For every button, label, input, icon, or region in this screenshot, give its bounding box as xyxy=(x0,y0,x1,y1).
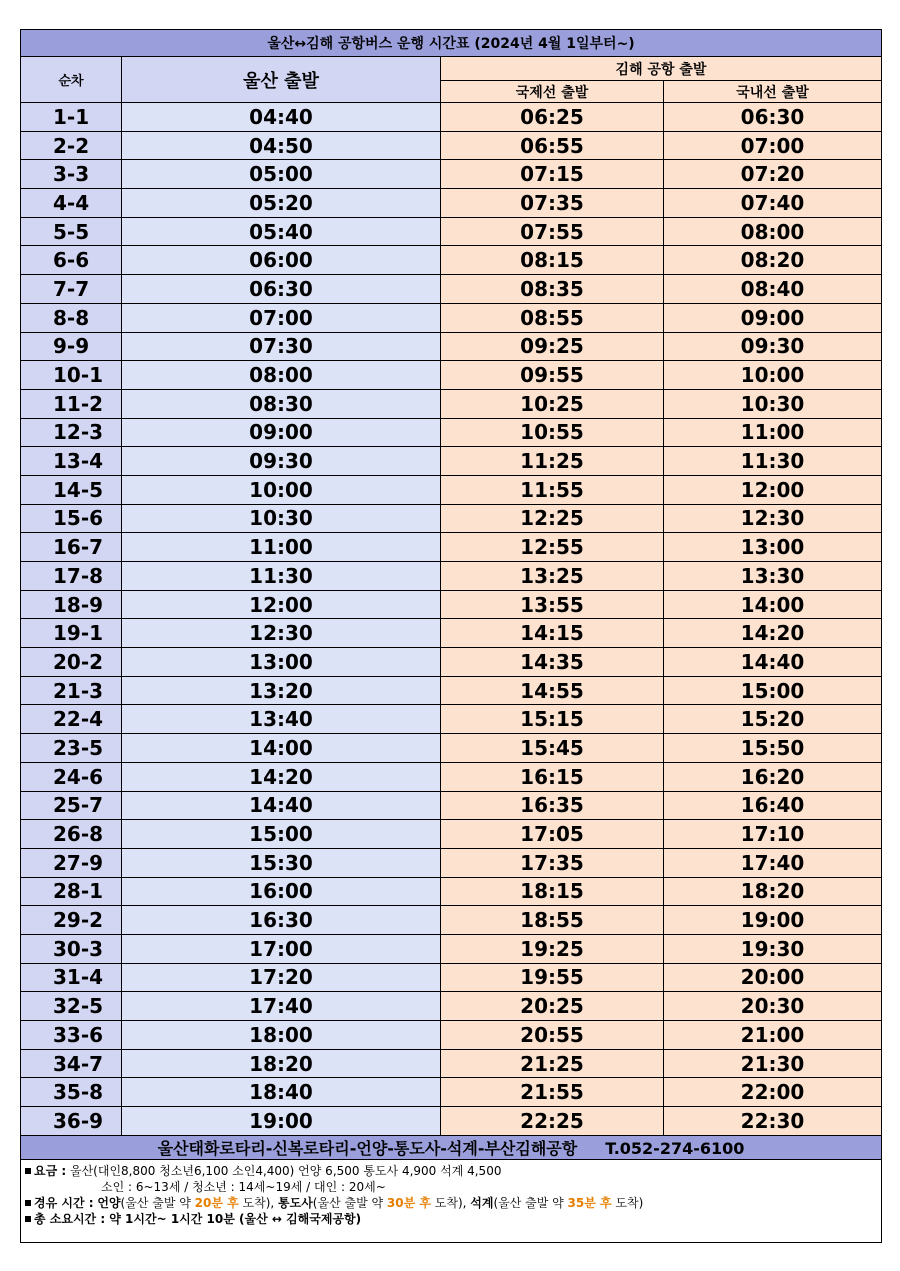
seq-cell: 11-2 xyxy=(21,389,122,418)
table-row xyxy=(21,1049,882,1078)
international-departure-cell: 11:55 xyxy=(441,475,664,504)
table-row xyxy=(21,734,882,763)
ulsan-departure-cell: 18:20 xyxy=(122,1049,441,1078)
ulsan-departure-cell: 07:30 xyxy=(122,332,441,361)
international-departure-cell: 19:55 xyxy=(441,963,664,992)
domestic-departure-cell: 14:40 xyxy=(664,648,882,677)
domestic-departure-cell: 11:00 xyxy=(664,418,882,447)
ulsan-departure-cell: 09:00 xyxy=(122,418,441,447)
domestic-departure-cell: 16:20 xyxy=(664,762,882,791)
international-departure-cell: 17:05 xyxy=(441,820,664,849)
table-row xyxy=(21,131,882,160)
ulsan-departure-cell: 16:00 xyxy=(122,877,441,906)
ulsan-departure-cell: 08:30 xyxy=(122,389,441,418)
table-row xyxy=(21,762,882,791)
international-departure-cell: 14:15 xyxy=(441,619,664,648)
international-departure-cell: 13:25 xyxy=(441,562,664,591)
ulsan-departure-cell: 18:00 xyxy=(122,1021,441,1050)
table-row xyxy=(21,533,882,562)
ulsan-departure-cell: 06:30 xyxy=(122,275,441,304)
header-gimhae-departure: 김해 공항 출발 xyxy=(441,57,882,81)
ulsan-departure-cell: 11:00 xyxy=(122,533,441,562)
page-title: 울산↔김해 공항버스 운행 시간표 (2024년 4월 1일부터~) xyxy=(21,30,882,57)
domestic-departure-cell: 11:30 xyxy=(664,447,882,476)
international-departure-cell: 19:25 xyxy=(441,934,664,963)
ulsan-departure-cell: 06:00 xyxy=(122,246,441,275)
domestic-departure-cell: 22:00 xyxy=(664,1078,882,1107)
international-departure-cell: 14:55 xyxy=(441,676,664,705)
table-row xyxy=(21,447,882,476)
table-row xyxy=(21,504,882,533)
table-row xyxy=(21,820,882,849)
seq-cell: 21-3 xyxy=(21,676,122,705)
ulsan-departure-cell: 19:00 xyxy=(122,1107,441,1136)
international-departure-cell: 07:15 xyxy=(441,160,664,189)
table-row xyxy=(21,590,882,619)
table-row xyxy=(21,189,882,218)
table-row xyxy=(21,906,882,935)
international-departure-cell: 16:35 xyxy=(441,791,664,820)
international-departure-cell: 08:35 xyxy=(441,275,664,304)
domestic-departure-cell: 12:30 xyxy=(664,504,882,533)
ulsan-departure-cell: 17:40 xyxy=(122,992,441,1021)
international-departure-cell: 07:55 xyxy=(441,217,664,246)
seq-cell: 3-3 xyxy=(21,160,122,189)
international-departure-cell: 11:25 xyxy=(441,447,664,476)
international-departure-cell: 10:25 xyxy=(441,389,664,418)
ulsan-departure-cell: 17:20 xyxy=(122,963,441,992)
international-departure-cell: 18:15 xyxy=(441,877,664,906)
seq-cell: 14-5 xyxy=(21,475,122,504)
seq-cell: 22-4 xyxy=(21,705,122,734)
ulsan-departure-cell: 05:00 xyxy=(122,160,441,189)
international-departure-cell: 21:55 xyxy=(441,1078,664,1107)
seq-cell: 30-3 xyxy=(21,934,122,963)
seq-cell: 4-4 xyxy=(21,189,122,218)
domestic-departure-cell: 13:00 xyxy=(664,533,882,562)
domestic-departure-cell: 19:00 xyxy=(664,906,882,935)
table-row xyxy=(21,676,882,705)
seq-cell: 20-2 xyxy=(21,648,122,677)
domestic-departure-cell: 07:00 xyxy=(664,131,882,160)
bullet-icon xyxy=(25,1216,31,1222)
seq-cell: 28-1 xyxy=(21,877,122,906)
ulsan-departure-cell: 12:00 xyxy=(122,590,441,619)
international-departure-cell: 12:55 xyxy=(441,533,664,562)
header-international: 국제선 출발 xyxy=(441,81,664,103)
international-departure-cell: 06:55 xyxy=(441,131,664,160)
ulsan-departure-cell: 18:40 xyxy=(122,1078,441,1107)
international-departure-cell: 08:55 xyxy=(441,303,664,332)
seq-cell: 10-1 xyxy=(21,361,122,390)
domestic-departure-cell: 15:50 xyxy=(664,734,882,763)
domestic-departure-cell: 14:00 xyxy=(664,590,882,619)
seq-cell: 29-2 xyxy=(21,906,122,935)
international-departure-cell: 14:35 xyxy=(441,648,664,677)
ulsan-departure-cell: 17:00 xyxy=(122,934,441,963)
table-row xyxy=(21,1078,882,1107)
table-row xyxy=(21,160,882,189)
fare-note: 요금 : 울산(대인8,800 청소년6,100 소인4,400) 언양 6,500 통도사 4,900 석계 4,500 xyxy=(25,1163,877,1179)
domestic-departure-cell: 16:40 xyxy=(664,791,882,820)
domestic-departure-cell: 18:20 xyxy=(664,877,882,906)
seq-cell: 27-9 xyxy=(21,848,122,877)
ulsan-departure-cell: 13:00 xyxy=(122,648,441,677)
total-time-note: 총 소요시간 : 약 1시간~ 1시간 10분 (울산 ↔ 김해국제공항) xyxy=(25,1211,877,1227)
header-domestic: 국내선 출발 xyxy=(664,81,882,103)
international-departure-cell: 21:25 xyxy=(441,1049,664,1078)
domestic-departure-cell: 22:30 xyxy=(664,1107,882,1136)
international-departure-cell: 10:55 xyxy=(441,418,664,447)
domestic-departure-cell: 21:00 xyxy=(664,1021,882,1050)
table-row xyxy=(21,389,882,418)
table-row xyxy=(21,217,882,246)
domestic-departure-cell: 13:30 xyxy=(664,562,882,591)
via-note: 경유 시간 : 언양(울산 출발 약 20분 후 도착), 통도사(울산 출발 약 30분 후 도착), 석계(울산 출발 약 35분 후 도착) xyxy=(25,1195,877,1211)
table-row xyxy=(21,992,882,1021)
domestic-departure-cell: 10:00 xyxy=(664,361,882,390)
table-row xyxy=(21,562,882,591)
ulsan-departure-cell: 14:20 xyxy=(122,762,441,791)
seq-cell: 2-2 xyxy=(21,131,122,160)
ulsan-departure-cell: 14:00 xyxy=(122,734,441,763)
schedule-rows xyxy=(21,103,882,1136)
ulsan-departure-cell: 12:30 xyxy=(122,619,441,648)
international-departure-cell: 07:35 xyxy=(441,189,664,218)
seq-cell: 33-6 xyxy=(21,1021,122,1050)
seq-cell: 7-7 xyxy=(21,275,122,304)
seq-cell: 25-7 xyxy=(21,791,122,820)
table-row xyxy=(21,332,882,361)
table-row xyxy=(21,275,882,304)
ulsan-departure-cell: 13:20 xyxy=(122,676,441,705)
table-row xyxy=(21,475,882,504)
international-departure-cell: 20:25 xyxy=(441,992,664,1021)
table-row xyxy=(21,361,882,390)
table-row xyxy=(21,791,882,820)
table-row xyxy=(21,303,882,332)
international-departure-cell: 22:25 xyxy=(441,1107,664,1136)
domestic-departure-cell: 07:40 xyxy=(664,189,882,218)
header-seq: 순차 xyxy=(21,57,122,103)
domestic-departure-cell: 08:20 xyxy=(664,246,882,275)
table-row xyxy=(21,705,882,734)
bullet-icon xyxy=(25,1200,31,1206)
table-row xyxy=(21,103,882,132)
ulsan-departure-cell: 05:20 xyxy=(122,189,441,218)
seq-cell: 9-9 xyxy=(21,332,122,361)
ulsan-departure-cell: 15:00 xyxy=(122,820,441,849)
seq-cell: 24-6 xyxy=(21,762,122,791)
seq-cell: 15-6 xyxy=(21,504,122,533)
international-departure-cell: 15:45 xyxy=(441,734,664,763)
contact-phone: T.052-274-6100 xyxy=(605,1138,745,1158)
seq-cell: 31-4 xyxy=(21,963,122,992)
domestic-departure-cell: 09:00 xyxy=(664,303,882,332)
international-departure-cell: 15:15 xyxy=(441,705,664,734)
domestic-departure-cell: 19:30 xyxy=(664,934,882,963)
ulsan-departure-cell: 05:40 xyxy=(122,217,441,246)
seq-cell: 8-8 xyxy=(21,303,122,332)
ulsan-departure-cell: 13:40 xyxy=(122,705,441,734)
ulsan-departure-cell: 10:30 xyxy=(122,504,441,533)
domestic-departure-cell: 20:00 xyxy=(664,963,882,992)
table-row xyxy=(21,418,882,447)
ulsan-departure-cell: 10:00 xyxy=(122,475,441,504)
international-departure-cell: 16:15 xyxy=(441,762,664,791)
ulsan-departure-cell: 11:30 xyxy=(122,562,441,591)
international-departure-cell: 09:25 xyxy=(441,332,664,361)
timetable-sheet xyxy=(20,29,881,1243)
seq-cell: 12-3 xyxy=(21,418,122,447)
domestic-departure-cell: 14:20 xyxy=(664,619,882,648)
ulsan-departure-cell: 14:40 xyxy=(122,791,441,820)
timetable xyxy=(20,29,882,1243)
ulsan-departure-cell: 04:40 xyxy=(122,103,441,132)
seq-cell: 13-4 xyxy=(21,447,122,476)
table-row xyxy=(21,1107,882,1136)
seq-cell: 35-8 xyxy=(21,1078,122,1107)
domestic-departure-cell: 08:40 xyxy=(664,275,882,304)
domestic-departure-cell: 12:00 xyxy=(664,475,882,504)
table-row xyxy=(21,246,882,275)
ulsan-departure-cell: 15:30 xyxy=(122,848,441,877)
route-stops: 울산태화로타리-신복로타리-언양-통도사-석계-부산김해공항 xyxy=(157,1138,578,1158)
international-departure-cell: 18:55 xyxy=(441,906,664,935)
table-row xyxy=(21,619,882,648)
table-row xyxy=(21,648,882,677)
table-row xyxy=(21,1021,882,1050)
seq-cell: 26-8 xyxy=(21,820,122,849)
table-row xyxy=(21,848,882,877)
seq-cell: 36-9 xyxy=(21,1107,122,1136)
seq-cell: 34-7 xyxy=(21,1049,122,1078)
ulsan-departure-cell: 04:50 xyxy=(122,131,441,160)
international-departure-cell: 09:55 xyxy=(441,361,664,390)
domestic-departure-cell: 17:40 xyxy=(664,848,882,877)
domestic-departure-cell: 09:30 xyxy=(664,332,882,361)
route-bar xyxy=(21,1135,882,1159)
seq-cell: 1-1 xyxy=(21,103,122,132)
international-departure-cell: 13:55 xyxy=(441,590,664,619)
ulsan-departure-cell: 07:00 xyxy=(122,303,441,332)
bullet-icon xyxy=(25,1168,31,1174)
seq-cell: 23-5 xyxy=(21,734,122,763)
ulsan-departure-cell: 09:30 xyxy=(122,447,441,476)
domestic-departure-cell: 15:20 xyxy=(664,705,882,734)
seq-cell: 6-6 xyxy=(21,246,122,275)
domestic-departure-cell: 07:20 xyxy=(664,160,882,189)
seq-cell: 16-7 xyxy=(21,533,122,562)
seq-cell: 19-1 xyxy=(21,619,122,648)
table-row xyxy=(21,877,882,906)
international-departure-cell: 20:55 xyxy=(441,1021,664,1050)
domestic-departure-cell: 17:10 xyxy=(664,820,882,849)
header-ulsan-departure: 울산 출발 xyxy=(122,57,441,103)
domestic-departure-cell: 15:00 xyxy=(664,676,882,705)
seq-cell: 18-9 xyxy=(21,590,122,619)
international-departure-cell: 17:35 xyxy=(441,848,664,877)
seq-cell: 5-5 xyxy=(21,217,122,246)
international-departure-cell: 06:25 xyxy=(441,103,664,132)
domestic-departure-cell: 20:30 xyxy=(664,992,882,1021)
international-departure-cell: 08:15 xyxy=(441,246,664,275)
notes-box xyxy=(21,1159,882,1242)
domestic-departure-cell: 08:00 xyxy=(664,217,882,246)
table-row xyxy=(21,963,882,992)
domestic-departure-cell: 06:30 xyxy=(664,103,882,132)
table-row xyxy=(21,934,882,963)
ulsan-departure-cell: 08:00 xyxy=(122,361,441,390)
age-note: 소인 : 6~13세 / 청소년 : 14세~19세 / 대인 : 20세~ xyxy=(101,1179,386,1194)
domestic-departure-cell: 21:30 xyxy=(664,1049,882,1078)
international-departure-cell: 12:25 xyxy=(441,504,664,533)
ulsan-departure-cell: 16:30 xyxy=(122,906,441,935)
domestic-departure-cell: 10:30 xyxy=(664,389,882,418)
seq-cell: 32-5 xyxy=(21,992,122,1021)
seq-cell: 17-8 xyxy=(21,562,122,591)
